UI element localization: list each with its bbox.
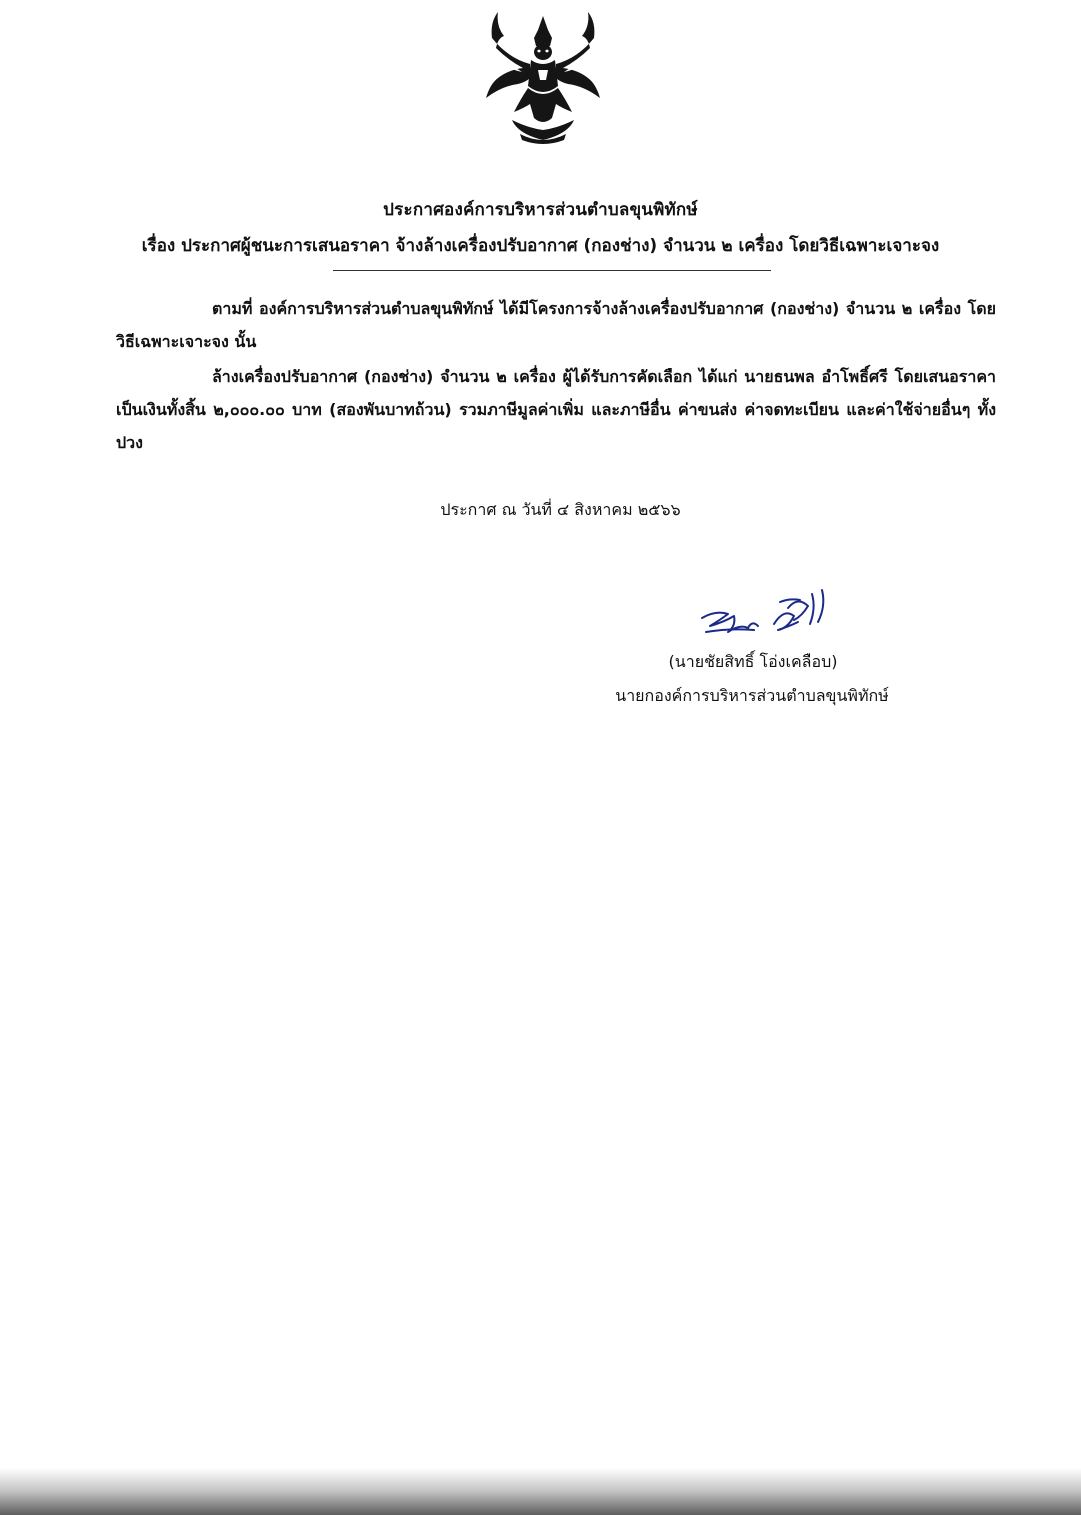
handwritten-signature	[694, 586, 844, 646]
scan-bottom-edge	[0, 1468, 1081, 1515]
signer-position: นายกองค์การบริหารส่วนตำบลขุนพิทักษ์	[615, 686, 889, 705]
garuda-emblem-icon	[468, 8, 618, 148]
paragraph-1	[116, 292, 996, 358]
paragraph-1-text: ตามที่ องค์การบริหารส่วนตำบลขุนพิทักษ์ ได้มีโครงการจ้างล้างเครื่องปรับอากาศ (กองช่าง) จำนวน ๒ เครื่อง โดยวิธีเฉพาะเจาะจง นั้น	[116, 299, 996, 351]
divider	[333, 270, 771, 271]
paragraph-2-text: ล้างเครื่องปรับอากาศ (กองช่าง) จำนวน ๒ เครื่อง ผู้ได้รับการคัดเลือก ได้แก่ นายธนพล อำโพธิ์ศรี โดยเสนอราคา เป็นเงินทั้งสิ้น ๒,๐๐๐.๐๐ บาท (สองพันบาทถ้วน) รวมภาษีมูลค่าเพิ่ม และภาษีอื่น ค่าขนส่ง ค่าจดทะเบียน และค่าใช้จ่ายอื่นๆ ทั้งปวง	[116, 367, 997, 452]
signer-name: (นายชัยสิทธิ์ โอ่งเคลือบ)	[668, 652, 838, 671]
org-title: ประกาศองค์การบริหารส่วนตำบลขุนพิทักษ์	[383, 200, 698, 220]
announce-date: ประกาศ ณ วันที่ ๔ สิงหาคม ๒๕๖๖	[440, 500, 681, 519]
subject-line: เรื่อง ประกาศผู้ชนะการเสนอราคา จ้างล้างเครื่องปรับอากาศ (กองช่าง) จำนวน ๒ เครื่อง โดยวิธีเฉพาะเจาะจง	[141, 236, 940, 256]
paragraph-2	[116, 360, 996, 459]
